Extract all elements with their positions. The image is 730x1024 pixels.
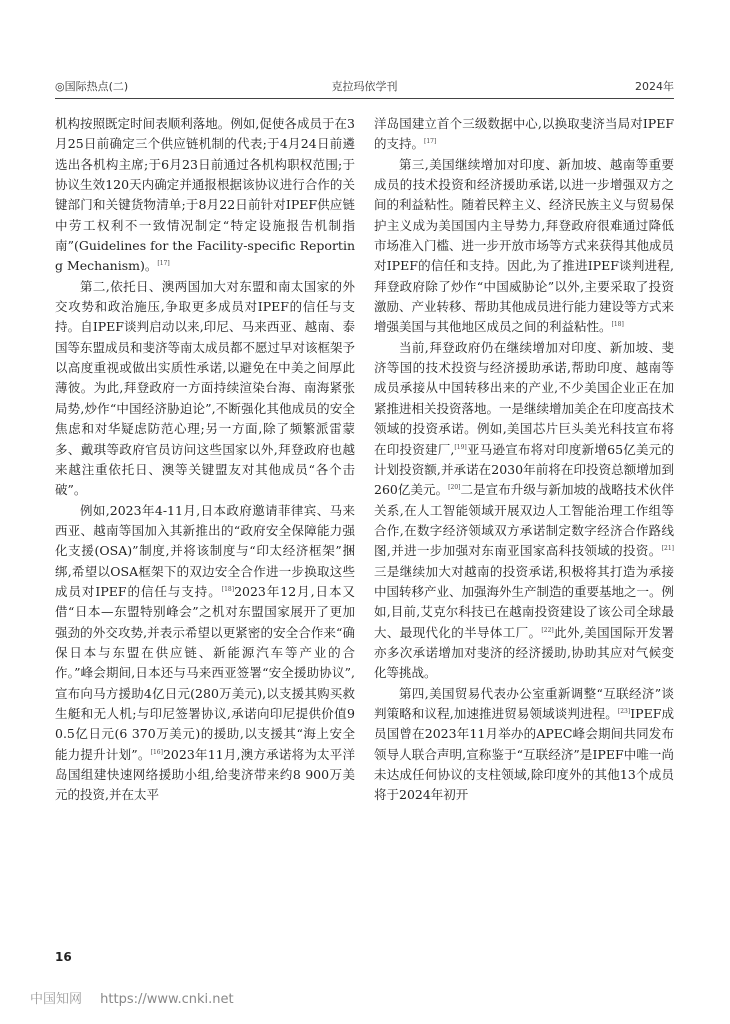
citation-ref: [20] xyxy=(448,484,461,492)
paragraph-text: 当前,拜登政府仍在继续增加对印度、新加坡、斐济等国的技术投资与经济援助承诺,帮助印度、越南等成员承接从中国转移出来的产业,不少美国企业正在加紧推进相关投资落地。一是继续增加美企在印度高技术领域的投资承诺。例如,美国芯片巨头美光科技宣布将在印投资建厂, xyxy=(374,339,674,457)
year-label: 2024年 xyxy=(635,80,674,93)
paragraph-text: 第四,美国贸易代表办公室重新调整“互联经济”谈判策略和议程,加速推进贸易领域谈判进程。 xyxy=(374,685,674,721)
paragraph-text: 洋岛国建立首个三级数据中心,以换取斐济当局对IPEF的支持。 xyxy=(374,116,674,152)
paragraph-text: IPEF成员国曾在2023年11月举办的APEC峰会期间共同发布领导人联合声明,宣称鉴于“互联经济”是IPEF中唯一尚未达成任何协议的支柱领域,除印度外的其他13个成员将于2024年初开 xyxy=(374,705,674,803)
section-label: ◎国际热点(二) xyxy=(55,80,129,93)
cnki-url[interactable]: https://www.cnki.net xyxy=(100,992,234,1007)
citation-ref: [23] xyxy=(617,707,631,715)
page-number: 16 xyxy=(55,950,72,964)
paragraph-text: 亚马逊宣布将对印度新增65亿美元的计划投资额,并承诺在2030年前将在印投资总额增加到260亿美元。 xyxy=(374,441,674,498)
paragraph xyxy=(374,684,674,806)
citation-ref: [16] xyxy=(150,748,163,756)
paragraph-text: 2023年12月,日本又借“日本—东盟特别峰会”之机对东盟国家展开了更加强劲的外交攻势,并表示希望以更紧密的安全合作来“确保日本与东盟在供应链、新能源汽车等产业的合作。”峰会期间,日本还与马来西亚签署“安全援助协议”,宣布向马方援助4亿日元(280万美元),以支援其购买救生艇和无人机;与印尼签署协议,承诺向印尼提供价值90.5亿日元(6 370万美元)的援助,以支援其“海上安全能力提升计划”。 xyxy=(55,583,355,762)
citation-ref: [17] xyxy=(157,260,170,268)
paragraph-text: 例如,2023年4-11月,日本政府邀请菲律宾、马来西亚、越南等国加入其新推出的“政府安全保障能力强化支援(OSA)”制度,并将该制度与“印太经济框架”捆绑,希望以OSA框架下的双边安全合作进一步换取这些成员对IPEF的信任与支持。 xyxy=(55,502,355,599)
paragraph-text: 此外,美国国际开发署亦多次承诺增加对斐济的经济援助,协助其应对气候变化等挑战。 xyxy=(374,624,674,681)
right-column xyxy=(374,114,674,944)
paragraph xyxy=(55,501,355,806)
paragraph-text: 三是继续加大对越南的投资承诺,积极将其打造为承接中国转移产业、加强海外生产制造的重要基地之一。例如,目前,艾克尔科技已在越南投资建设了该公司全球最大、最现代化的半导体工厂。 xyxy=(374,563,674,640)
paragraph xyxy=(55,277,355,501)
citation-ref: [21] xyxy=(661,545,674,553)
header-rule xyxy=(55,98,674,99)
citation-ref: [18] xyxy=(221,585,235,593)
paragraph-text: 二是宣布升级与新加坡的战略技术伙伴关系,在人工智能领域开展双边人工智能治理工作组等合作,在数字经济领域双方承诺制定数字经济合作路线图,并进一步加强对东南亚国家高科技领域的投资。 xyxy=(374,482,674,559)
journal-title: 克拉玛依学刊 xyxy=(331,80,398,93)
paragraph xyxy=(55,114,355,277)
running-header xyxy=(55,78,674,96)
paragraph xyxy=(374,338,674,684)
paragraph-text: 2023年11月,澳方承诺将为太平洋岛国组建快速网络援助小组,给斐济带来约8 900万美元的投资,并在太平 xyxy=(55,746,355,803)
citation-ref: [22] xyxy=(541,626,554,634)
paragraph-text: 第二,依托日、澳两国加大对东盟和南太国家的外交攻势和政治施压,争取更多成员对IPEF的信任与支持。自IPEF谈判启动以来,印尼、马来西亚、越南、泰国等东盟成员和斐济等南太成员都不愿过早对该框架予以高度重视或做出实质性承诺,以避免在中美之间厚此薄彼。为此,拜登政府一方面持续渲染台海、南海紧张局势,炒作“中国经济胁迫论”,不断强化其他成员的安全焦虑和对华疑虑防范心理;另一方面,除了频繁派雷蒙多、戴琪等政府官员访问这些国家以外,拜登政府也越来越注重依托日、澳等关键盟友对其他成员“各个击破”。 xyxy=(55,278,355,498)
paragraph xyxy=(374,155,674,338)
cnki-brand: 中国知网 xyxy=(30,992,83,1007)
left-column xyxy=(55,114,355,944)
paragraph-text: 第三,美国继续增加对印度、新加坡、越南等重要成员的技术投资和经济援助承诺,以进一步增强双方之间的利益粘性。随着民粹主义、经济民族主义与贸易保护主义成为美国国内主导势力,拜登政府很难通过降低市场准入门槛、进一步开放市场等方式来获得其他成员对IPEF的信任和支持。因此,为了推进IPEF谈判进程,拜登政府除了炒作“中国威胁论”以外,主要采取了投资激励、产业转移、帮助其他成员进行能力建设等方式来增强美国与其他地区成员之间的利益粘性。 xyxy=(374,156,674,335)
citation-ref: [19] xyxy=(454,443,467,451)
citation-ref: [18] xyxy=(611,321,624,329)
paragraph xyxy=(374,114,674,155)
paragraph-text: 机构按照既定时间表顺利落地。例如,促使各成员于在3月25日前确定三个供应链机制的代表;于4月24日前遴选出各机构主席;于6月23日前通过各机构职权范围;于协议生效120天内确定并通报根据该协议进行合作的关键部门和关键货物清单;于8月22日前针对IPEF供应链中劳工权利不一致情况制定“特定设施报告机制指南”(Guidelines for the Facility-specific Reporting Mechanism)。 xyxy=(55,116,355,274)
citation-ref: [17] xyxy=(424,138,437,146)
footer xyxy=(30,988,234,1008)
